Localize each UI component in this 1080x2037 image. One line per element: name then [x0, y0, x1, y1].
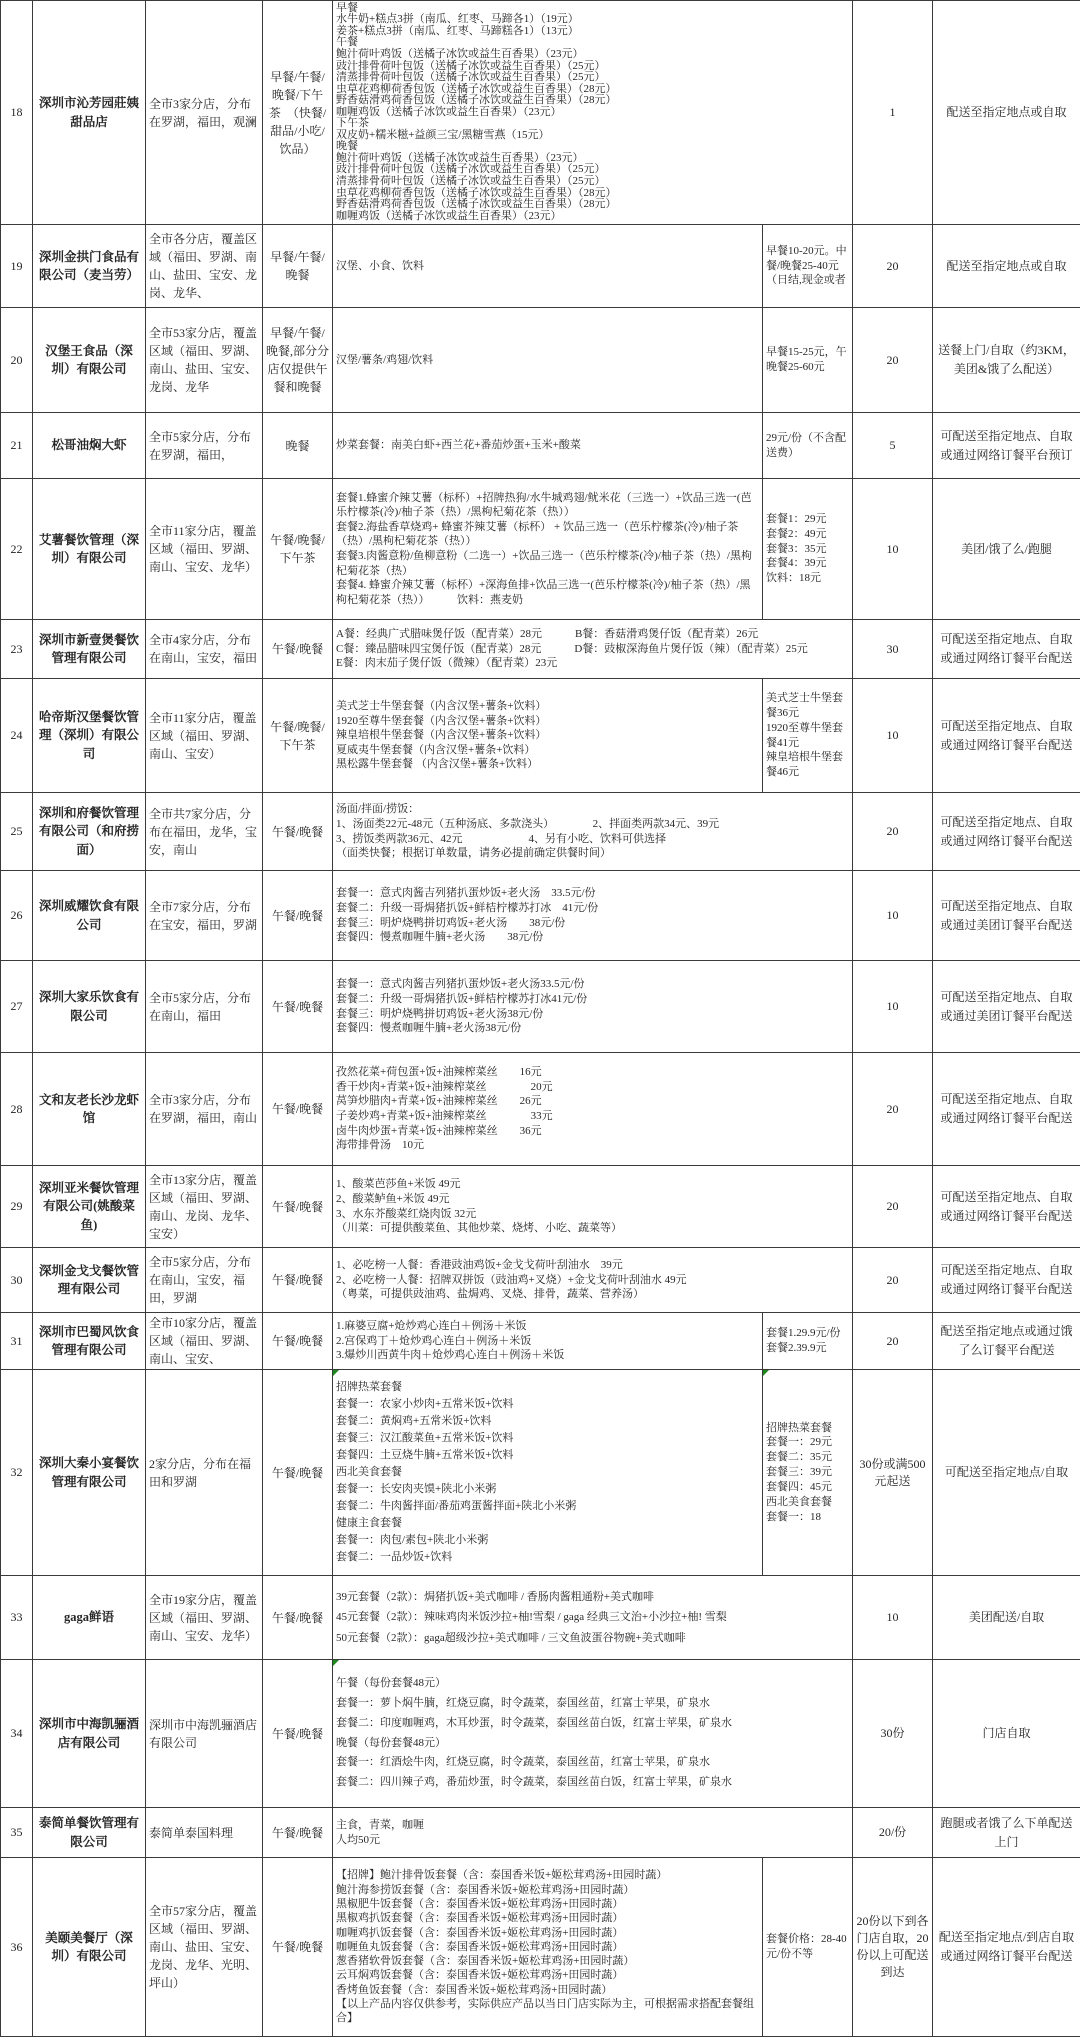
table-row: [1, 225, 1080, 308]
company-name: gaga鲜语: [33, 1576, 146, 1660]
menu-details: [333, 1053, 853, 1166]
min-order-quantity: 1: [853, 1, 933, 225]
menu-details-line: 套餐二：一品炒饭+饮料: [336, 1549, 759, 1566]
company-name: 深圳市巴蜀风饮食管理有限公司: [33, 1313, 146, 1370]
menu-details-line: 套餐3.肉酱意粉/鱼柳意粉（二选一）+饮品三选一（芭乐柠檬茶(冷)/柚子茶（热）/黑枸杞菊花茶（热）: [336, 549, 759, 578]
row-number: 20: [1, 308, 33, 413]
menu-details-line: 咖喱鱼丸饭套餐（含：泰国香米饭+姬松茸鸡汤+田园时蔬）: [336, 1940, 759, 1954]
menu-details-line: 葱香猪软骨饭套餐（含：泰国香米饭+姬松茸鸡汤+田园时蔬）: [336, 1954, 759, 1968]
menu-details-line: 清蒸排骨荷叶包饭（送橘子冰饮或益生百香果）（25元）: [336, 176, 849, 188]
menu-details-line: 套餐一：红酒烩牛肉，红烧豆腐，时令蔬菜，泰国丝苗，红富士苹果，矿泉水: [336, 1753, 849, 1773]
menu-details-line: 【招牌】鲍汁排骨饭套餐（含：泰国香米饭+姬松茸鸡汤+田园时蔬）: [336, 1868, 759, 1882]
meal-times: 午餐/晚餐: [263, 793, 333, 871]
delivery-method: 可配送至指定地点/自取: [933, 1370, 1080, 1576]
table-row: [1, 1660, 1080, 1808]
price-info-line: 早餐10-20元。中餐/晚餐25-40元（日结,现金或者: [766, 244, 849, 289]
menu-details: [333, 1660, 853, 1808]
delivery-method: 可配送至指定地点、自取或通过美团订餐平台配送: [933, 871, 1080, 961]
table-row: [1, 1166, 1080, 1248]
min-order-quantity: 10: [853, 479, 933, 620]
company-name: 深圳威耀饮食有限公司: [33, 871, 146, 961]
branch-coverage: 全市4家分店，分布在南山，宝安，福田: [146, 620, 263, 679]
price-info-line: 套餐4：39元: [766, 556, 849, 571]
row-number: 26: [1, 871, 33, 961]
menu-details-line: 早餐: [336, 3, 849, 15]
menu-details-line: 黑松露牛堡套餐 （内含汉堡+薯条+饮料）: [336, 757, 759, 772]
delivery-method: 可配送至指定地点、自取或通过网络订餐平台预订: [933, 413, 1080, 479]
row-number: 33: [1, 1576, 33, 1660]
menu-details: [333, 1, 853, 225]
menu-details-line: 美式芝士牛堡套餐（内含汉堡+薯条+饮料）: [336, 699, 759, 714]
row-number: 22: [1, 479, 33, 620]
menu-details: [333, 479, 763, 620]
menu-details-line: 套餐四：土豆烧牛腩+五常米饭+饮料: [336, 1447, 759, 1464]
menu-details: [333, 1370, 763, 1576]
min-order-quantity: 10: [853, 1576, 933, 1660]
branch-coverage: 全市共7家分店，分布在福田，龙华，宝安，南山: [146, 793, 263, 871]
meal-times: 早餐/午餐/晚餐/下午茶 （快餐/甜品/小吃/饮品）: [263, 1, 333, 225]
min-order-quantity: 10: [853, 961, 933, 1053]
menu-details-line: 清蒸排骨荷叶包饭（送橘子冰饮或益生百香果）（25元）: [336, 72, 849, 84]
menu-details-line: 39元套餐（2款）：焗猪扒饭+美式咖啡 / 香肠肉酱粗通粉+美式咖啡: [336, 1587, 849, 1607]
price-info-line: 美式芝士牛堡套餐36元: [766, 691, 849, 721]
meal-times: 午餐/晚餐: [263, 1248, 333, 1313]
menu-details-line: 1、酸菜芭莎鱼+米饭 49元: [336, 1177, 849, 1192]
delivery-method: 可配送至指定地点、自取或通过网络订餐平台配送: [933, 1053, 1080, 1166]
menu-details-line: 晚餐: [336, 141, 849, 153]
branch-coverage: 泰简单泰国料理: [146, 1808, 263, 1858]
menu-details-line: 香干炒肉+青菜+饭+油辣榨菜丝 20元: [336, 1080, 849, 1095]
table-row: [1, 479, 1080, 620]
menu-details-line: 1.麻婆豆腐+炝炒鸡心连白＋例汤＋米饭: [336, 1319, 759, 1334]
price-info: [763, 1370, 853, 1576]
menu-details: [333, 1248, 853, 1313]
menu-details-line: 3、捞饭类两款36元、42元 4、另有小吃、饮料可供选择: [336, 832, 849, 847]
menu-details-line: 豉汁排骨荷叶包饭（送橘子冰饮或益生百香果）（25元）: [336, 164, 849, 176]
cell-corner-marker: [333, 1370, 339, 1376]
menu-details-line: 鲍汁荷叶鸡饭（送橘子冰饮或益生百香果）（23元）: [336, 153, 849, 165]
menu-details-line: A餐：经典广式腊味煲仔饭（配青菜）28元 B餐：香菇滑鸡煲仔饭（配青菜）26元: [336, 627, 849, 642]
min-order-quantity: 10: [853, 679, 933, 793]
menu-details-line: 野香菇滑鸡荷香包饭（送橘子冰饮或益生百香果）（28元）: [336, 95, 849, 107]
menu-details-line: 虫草花鸡柳荷香包饭（送橘子冰饮或益生百香果）（28元）: [336, 188, 849, 200]
branch-coverage: 2家分店，分布在福田和罗湖: [146, 1370, 263, 1576]
menu-details-line: 夏威夷牛堡套餐（内含汉堡+薯条+饮料）: [336, 743, 759, 758]
row-number: 31: [1, 1313, 33, 1370]
table-row: [1, 1808, 1080, 1858]
row-number: 23: [1, 620, 33, 679]
row-number: 34: [1, 1660, 33, 1808]
price-info-line: 套餐1：29元: [766, 512, 849, 527]
menu-details-line: 辣皇培根牛堡套餐（内含汉堡+薯条+饮料）: [336, 728, 759, 743]
min-order-quantity: 20: [853, 793, 933, 871]
branch-coverage: 深圳市中海凯骊酒店有限公司: [146, 1660, 263, 1808]
menu-details-line: 野香菇滑鸡荷香包饭（送橘子冰饮或益生百香果）（28元）: [336, 199, 849, 211]
company-name: 深圳市中海凯骊酒店有限公司: [33, 1660, 146, 1808]
menu-details-line: 鲍汁海参捞饭套餐（含：泰国香米饭+姬松茸鸡汤+田园时蔬）: [336, 1883, 759, 1897]
meal-times: 午餐/晚餐: [263, 1370, 333, 1576]
menu-details-line: 套餐一：意式肉酱吉列猪扒蛋炒饭+老火汤33.5元/份: [336, 977, 849, 992]
menu-details-line: 套餐二：升级一哥焗猪扒饭+鲜桔柠檬苏打冰41元/份: [336, 992, 849, 1007]
meal-times: 午餐/晚餐: [263, 1576, 333, 1660]
menu-details-line: 2、必吃榜一人餐：招牌双拼饭（豉油鸡+叉烧）+金戈戈荷叶刮油水 49元: [336, 1273, 849, 1288]
menu-details-line: 水牛奶+糕点3拼（南瓜、红枣、马蹄各1）（19元）: [336, 14, 849, 26]
price-info: [763, 1313, 853, 1370]
table-row: [1, 413, 1080, 479]
delivery-method: 配送至指定地点或自取: [933, 1, 1080, 225]
menu-details-line: （川菜：可提供酸菜鱼、其他炒菜、烧烤、小吃、蔬菜等）: [336, 1221, 849, 1236]
menu-details-line: 汉堡/薯条/鸡翅/饮料: [336, 353, 759, 368]
menu-details-line: 双皮奶+糯米糍+益颜三宝/黑糖雪燕（15元）: [336, 130, 849, 142]
menu-details: [333, 225, 763, 308]
company-name: 美颐美餐厅（深圳）有限公司: [33, 1858, 146, 2037]
menu-details-line: 套餐一：意式肉酱吉列猪扒蛋炒饭+老火汤 33.5元/份: [336, 886, 849, 901]
menu-details-line: 2.宫保鸡丁＋炝炒鸡心连白＋例汤＋米饭: [336, 1334, 759, 1349]
delivery-method: 跑腿或者饿了么下单配送上门: [933, 1808, 1080, 1858]
branch-coverage: 全市19家分店，覆盖区域（福田、罗湖、南山、宝安、龙华）: [146, 1576, 263, 1660]
price-info-line: 套餐1.29.9元/份: [766, 1326, 849, 1341]
row-number: 24: [1, 679, 33, 793]
table-row: [1, 1313, 1080, 1370]
menu-details-line: 招牌热菜套餐: [336, 1379, 759, 1396]
menu-details-line: 咖喱鸡饭（送橘子冰饮或益生百香果）（23元）: [336, 211, 849, 223]
menu-details-line: 套餐二：四川辣子鸡，番茄炒蛋，时令蔬菜，泰国丝苗白饭，红富士苹果，矿泉水: [336, 1773, 849, 1793]
branch-coverage: 全市5家分店，分布在南山，宝安，福田，罗湖: [146, 1248, 263, 1313]
min-order-quantity: 30份: [853, 1660, 933, 1808]
table-row: [1, 1858, 1080, 2037]
branch-coverage: 全市3家分店，分布在罗湖，福田，观澜: [146, 1, 263, 225]
price-info: [763, 308, 853, 413]
delivery-method: 送餐上门/自取（约3KM，美团&饿了么配送）: [933, 308, 1080, 413]
meal-times: 午餐/晚餐: [263, 1858, 333, 2037]
price-info-line: 套餐一：18: [766, 1510, 849, 1525]
menu-details-line: （面类快餐；根据订单数量，请务必提前确定供餐时间）: [336, 846, 849, 861]
table-row: [1, 793, 1080, 871]
table-row: [1, 871, 1080, 961]
delivery-method: 可配送至指定地点、自取或通过美团订餐平台配送: [933, 961, 1080, 1053]
menu-details: [333, 793, 853, 871]
table-row: [1, 961, 1080, 1053]
min-order-quantity: 20: [853, 1313, 933, 1370]
branch-coverage: 全市57家分店，覆盖区域（福田、罗湖、南山、盐田、宝安、龙岗、龙华、光明、坪山）: [146, 1858, 263, 2037]
menu-details: [333, 1313, 763, 1370]
price-info-line: 套餐2：49元: [766, 527, 849, 542]
menu-details-line: 2、酸菜鲈鱼+米饭 49元: [336, 1192, 849, 1207]
menu-details-line: 鲍汁荷叶鸡饭（送橘子冰饮或益生百香果）（23元）: [336, 49, 849, 61]
branch-coverage: 全市各分店，覆盖区域（福田、罗湖、南山、盐田、宝安、龙岗、龙华、: [146, 225, 263, 308]
min-order-quantity: 20份以下到各门店自取，20份以上可配送到达: [853, 1858, 933, 2037]
company-name: 艾薯餐饮管理（深圳）有限公司: [33, 479, 146, 620]
delivery-method: 可配送至指定地点、自取或通过网络订餐平台配送: [933, 793, 1080, 871]
branch-coverage: 全市7家分店，分布在宝安，福田，罗湖: [146, 871, 263, 961]
menu-details-line: 汤面/拌面/捞饭：: [336, 802, 849, 817]
company-name: 深圳亚米餐饮管理有限公司(姚酸菜鱼): [33, 1166, 146, 1248]
price-info-line: 套餐一：29元: [766, 1435, 849, 1450]
min-order-quantity: 10: [853, 871, 933, 961]
branch-coverage: 全市5家分店，分布在南山，福田: [146, 961, 263, 1053]
cell-corner-marker: [333, 1660, 339, 1666]
min-order-quantity: 20: [853, 1166, 933, 1248]
delivery-method: 可配送至指定地点、自取或通过网络订餐平台配送: [933, 679, 1080, 793]
price-info: [763, 413, 853, 479]
meal-times: 午餐/晚餐: [263, 620, 333, 679]
menu-details-line: 套餐一：长安肉夹馍+陕北小米粥: [336, 1481, 759, 1498]
menu-details-line: 晚餐（每份套餐48元）: [336, 1734, 849, 1754]
delivery-method: 可配送至指定地点、自取或通过网络订餐平台配送: [933, 1166, 1080, 1248]
menu-details-line: 下午茶: [336, 118, 849, 130]
delivery-method: 配送至指定地点/到店自取或通过网络订餐平台配送: [933, 1858, 1080, 2037]
menu-details-line: 套餐二：牛肉酱拌面/番茄鸡蛋酱拌面+陕北小米粥: [336, 1498, 759, 1515]
company-name: 松哥油焖大虾: [33, 413, 146, 479]
company-name: 汉堡王食品（深圳）有限公司: [33, 308, 146, 413]
branch-coverage: 全市13家分店，覆盖区域（福田、罗湖、南山、龙岗、龙华、宝安）: [146, 1166, 263, 1248]
price-info-line: 29元/份（不含配送费）: [766, 431, 849, 461]
branch-coverage: 全市10家分店，覆盖区域（福田、罗湖、南山、宝安、: [146, 1313, 263, 1370]
min-order-quantity: 30份或满500元起送: [853, 1370, 933, 1576]
menu-details-line: 套餐三：汉江酸菜鱼+五常米饭+饮料: [336, 1430, 759, 1447]
company-name: 深圳大家乐饮食有限公司: [33, 961, 146, 1053]
menu-details-line: 豉汁排骨荷叶包饭（送橘子冰饮或益生百香果）（25元）: [336, 61, 849, 73]
price-info-line: 1920至尊牛堡套餐41元: [766, 721, 849, 751]
menu-details-line: 套餐4. 蜂蜜介辣艾薯（标杯）+深海鱼排+饮品三选一(芭乐柠檬茶(冷)/柚子茶（热）/黑枸杞菊花茶（热）） 饮料：燕麦奶: [336, 578, 759, 607]
delivery-method: 可配送至指定地点、自取或通过网络订餐平台配送: [933, 1248, 1080, 1313]
menu-details-line: 45元套餐（2款）：辣味鸡肉米饭沙拉+柚!雪梨 / gaga 经典三文治+小沙拉+柚! 雪梨: [336, 1607, 849, 1627]
table-row: [1, 308, 1080, 413]
menu-details-line: C餐：臻品腊味四宝煲仔饭（配青菜）28元 D餐：豉椒深海鱼片煲仔饭（辣）（配青菜）25元 E餐：肉末茄子煲仔饭（微辣）（配青菜）23元: [336, 642, 849, 671]
company-name: 深圳大秦小宴餐饮管理有限公司: [33, 1370, 146, 1576]
meal-times: 午餐/晚餐: [263, 1660, 333, 1808]
row-number: 21: [1, 413, 33, 479]
meal-times: 午餐/晚餐: [263, 1808, 333, 1858]
price-info-line: 西北美食套餐: [766, 1495, 849, 1510]
menu-details-line: 套餐2.海盐香草烧鸡+ 蜂蜜芥辣艾薯（标杯） + 饮品三选一（芭乐柠檬茶(冷)/柚子茶（热）/黑枸杞菊花茶（热））: [336, 520, 759, 549]
row-number: 35: [1, 1808, 33, 1858]
menu-details: [333, 1166, 853, 1248]
min-order-quantity: 5: [853, 413, 933, 479]
branch-coverage: 全市11家分店，覆盖区域（福田、罗湖、南山、宝安、龙华）: [146, 479, 263, 620]
row-number: 18: [1, 1, 33, 225]
company-name: 文和友老长沙龙虾馆: [33, 1053, 146, 1166]
min-order-quantity: 20: [853, 1248, 933, 1313]
price-info-line: 套餐3：35元: [766, 542, 849, 557]
menu-details-line: 莴笋炒腊肉+青菜+饭+油辣榨菜丝 26元: [336, 1094, 849, 1109]
min-order-quantity: 20/份: [853, 1808, 933, 1858]
table-row: [1, 620, 1080, 679]
price-info: [763, 479, 853, 620]
menu-details-line: 套餐一：肉包/素包+陕北小米粥: [336, 1532, 759, 1549]
price-info: [763, 1858, 853, 2037]
menu-details-line: 子姜炒鸡+青菜+饭+油辣榨菜丝 33元: [336, 1109, 849, 1124]
menu-details-line: 3.爆炒川西黄牛肉＋炝炒鸡心连白＋例汤＋米饭: [336, 1348, 759, 1363]
meal-times: 早餐/午餐/晚餐: [263, 225, 333, 308]
row-number: 30: [1, 1248, 33, 1313]
row-number: 29: [1, 1166, 33, 1248]
menu-details: [333, 1808, 853, 1858]
menu-details-line: 套餐四：慢煮咖喱牛腩+老火汤 38元/份: [336, 930, 849, 945]
menu-details-line: 1920至尊牛堡套餐（内含汉堡+薯条+饮料）: [336, 714, 759, 729]
menu-details-line: 50元套餐（2款）：gaga超级沙拉+美式咖啡 / 三文鱼波蛋谷物碗+美式咖啡: [336, 1628, 849, 1648]
price-info: [763, 679, 853, 793]
company-name: 深圳和府餐饮管理有限公司（和府捞面）: [33, 793, 146, 871]
menu-details-line: （粤菜，可提供豉油鸡、盐焗鸡、叉烧、排骨，蔬菜、营养汤）: [336, 1287, 849, 1302]
price-info-line: 饮料：18元: [766, 571, 849, 586]
menu-details: [333, 1858, 763, 2037]
meal-times: 晚餐: [263, 413, 333, 479]
menu-details-line: 【以上产品内容仅供参考，实际供应产品以当日门店实际为主，可根据需求搭配套餐组合】: [336, 1997, 759, 2026]
price-info-line: 套餐2.39.9元: [766, 1341, 849, 1356]
menu-details-line: 1、必吃榜一人餐：香港豉油鸡饭+金戈戈荷叶刮油水 39元: [336, 1258, 849, 1273]
company-name: 深圳市沁芳园莊姨甜品店: [33, 1, 146, 225]
menu-details-line: 套餐三：明炉烧鸭拼切鸡饭+老火汤38元/份: [336, 1007, 849, 1022]
table-row: [1, 1576, 1080, 1660]
menu-details-line: 姜茶+糕点3拼（南瓜、红枣、马蹄糕各1）（13元）: [336, 26, 849, 38]
menu-details-line: 午餐: [336, 37, 849, 49]
price-info: [763, 225, 853, 308]
branch-coverage: 全市53家分店，覆盖区域（福田、罗湖、南山、盐田、宝安、龙岗、龙华: [146, 308, 263, 413]
company-name: 哈帝斯汉堡餐饮管理（深圳）有限公司: [33, 679, 146, 793]
price-info-line: 套餐二：35元: [766, 1450, 849, 1465]
table-row: [1, 1370, 1080, 1576]
cell-corner-marker: [763, 1370, 769, 1376]
delivery-method: 配送至指定地点或自取: [933, 225, 1080, 308]
menu-details-line: 主食，青菜，咖喱: [336, 1818, 849, 1833]
price-info-line: 套餐价格：28-40元/份不等: [766, 1932, 849, 1962]
row-number: 36: [1, 1858, 33, 2037]
menu-details-line: 人均50元: [336, 1833, 849, 1848]
meal-times: 午餐/晚餐: [263, 871, 333, 961]
menu-details-line: 香烤鱼饭套餐（含：泰国香米饭+姬松茸鸡汤+田园时蔬）: [336, 1983, 759, 1997]
price-info-line: 套餐四：45元: [766, 1480, 849, 1495]
min-order-quantity: 20: [853, 225, 933, 308]
meal-times: 午餐/晚餐: [263, 1313, 333, 1370]
menu-details: [333, 1576, 853, 1660]
row-number: 32: [1, 1370, 33, 1576]
menu-details-line: 汉堡、小食、饮料: [336, 259, 759, 274]
menu-details-line: 健康主食套餐: [336, 1515, 759, 1532]
meal-times: 早餐/午餐/晚餐,部分分店仅提供午餐和晚餐: [263, 308, 333, 413]
menu-details-line: 咖喱鸡扒饭套餐（含：泰国香米饭+姬松茸鸡汤+田园时蔬）: [336, 1926, 759, 1940]
meal-times: 午餐/晚餐: [263, 1053, 333, 1166]
min-order-quantity: 20: [853, 308, 933, 413]
price-info-line: 套餐三：39元: [766, 1465, 849, 1480]
price-info-line: 招牌热菜套餐: [766, 1421, 849, 1436]
menu-details-line: 套餐一：农家小炒肉+五常米饭+饮料: [336, 1396, 759, 1413]
row-number: 25: [1, 793, 33, 871]
menu-details-line: 套餐二：印度咖喱鸡，木耳炒蛋，时令蔬菜，泰国丝苗白饭，红富士苹果，矿泉水: [336, 1714, 849, 1734]
company-name: 泰简单餐饮管理有限公司: [33, 1808, 146, 1858]
table-row: [1, 679, 1080, 793]
table-row: [1, 1053, 1080, 1166]
delivery-method: 门店自取: [933, 1660, 1080, 1808]
menu-details: [333, 308, 763, 413]
row-number: 27: [1, 961, 33, 1053]
menu-details-line: 套餐四：慢煮咖喱牛腩+老火汤38元/份: [336, 1021, 849, 1036]
menu-details: [333, 961, 853, 1053]
menu-details-line: 套餐1.蜂蜜介辣艾薯（标杯）+招牌热狗/水牛城鸡翅/鱿米花（三选一）+饮品三选一(芭乐柠檬茶(冷)/柚子茶（热）/黑枸杞菊花茶（热））: [336, 491, 759, 520]
table-row: [1, 1, 1080, 225]
menu-details-line: 1、汤面类22元-48元（五种汤底、多款浇头） 2、拌面类两款34元、39元: [336, 817, 849, 832]
menu-details-line: 云耳焖鸡饭套餐（含：泰国香米饭+姬松茸鸡汤+田园时蔬）: [336, 1968, 759, 1982]
menu-details: [333, 620, 853, 679]
branch-coverage: 全市5家分店，分布在罗湖，福田，: [146, 413, 263, 479]
menu-details-line: 套餐二：升级一哥焗猪扒饭+鲜桔柠檬苏打冰 41元/份: [336, 901, 849, 916]
delivery-method: 可配送至指定地点、自取或通过网络订餐平台配送: [933, 620, 1080, 679]
row-number: 19: [1, 225, 33, 308]
branch-coverage: 全市11家分店，覆盖区域（福田、罗湖、南山、宝安）: [146, 679, 263, 793]
menu-details: [333, 413, 763, 479]
menu-details-line: 黑椒肥牛饭套餐（含：泰国香米饭+姬松茸鸡汤+田园时蔬）: [336, 1897, 759, 1911]
meal-times: 午餐/晚餐: [263, 1166, 333, 1248]
branch-coverage: 全市3家分店，分布在罗湖，福田，南山: [146, 1053, 263, 1166]
menu-details-line: 咖喱鸡饭（送橘子冰饮或益生百香果）（23元）: [336, 107, 849, 119]
delivery-method: 美团配送/自取: [933, 1576, 1080, 1660]
company-name: 深圳金拱门食品有限公司（麦当劳）: [33, 225, 146, 308]
company-name: 深圳金戈戈餐饮管理有限公司: [33, 1248, 146, 1313]
menu-details-line: 炒菜套餐：南美白虾+西兰花+番茄炒蛋+玉米+酸菜: [336, 438, 759, 453]
menu-details: [333, 871, 853, 961]
price-info-line: 早餐15-25元，午晚餐25-60元: [766, 345, 849, 375]
delivery-method: 配送至指定地点或通过饿了么订餐平台配送: [933, 1313, 1080, 1370]
menu-details-line: 西北美食套餐: [336, 1464, 759, 1481]
company-name: 深圳市新壹煲餐饮管理有限公司: [33, 620, 146, 679]
meal-times: 午餐/晚餐/下午茶: [263, 679, 333, 793]
min-order-quantity: 30: [853, 620, 933, 679]
menu-details-line: 虫草花鸡柳荷香包饭（送橘子冰饮或益生百香果）（28元）: [336, 84, 849, 96]
menu-details-line: 套餐三：明炉烧鸭拼切鸡饭+老火汤 38元/份: [336, 916, 849, 931]
min-order-quantity: 20: [853, 1053, 933, 1166]
menu-details-line: 套餐一：萝卜焖牛腩，红烧豆腐，时令蔬菜，泰国丝苗，红富士苹果，矿泉水: [336, 1694, 849, 1714]
menu-details-line: 3、水东芥酸菜红烧肉饭 32元: [336, 1207, 849, 1222]
meal-times: 午餐/晚餐/下午茶: [263, 479, 333, 620]
menu-details-line: 午餐（每份套餐48元）: [336, 1674, 849, 1694]
menu-details-line: 孜然花菜+荷包蛋+饭+油辣榨菜丝 16元: [336, 1065, 849, 1080]
row-number: 28: [1, 1053, 33, 1166]
meal-times: 午餐/晚餐: [263, 961, 333, 1053]
price-info-line: 辣皇培根牛堡套餐46元: [766, 750, 849, 780]
menu-details-line: 海带排骨汤 10元: [336, 1138, 849, 1153]
delivery-method: 美团/饿了么/跑腿: [933, 479, 1080, 620]
table-row: [1, 1248, 1080, 1313]
menu-details-line: 套餐二：黄焖鸡+五常米饭+饮料: [336, 1413, 759, 1430]
menu-details-line: 黑椒鸡扒饭套餐（含：泰国香米饭+姬松茸鸡汤+田园时蔬）: [336, 1911, 759, 1925]
menu-details-line: 卤牛肉炒蛋+青菜+饭+油辣榨菜丝 36元: [336, 1124, 849, 1139]
menu-details: [333, 679, 763, 793]
